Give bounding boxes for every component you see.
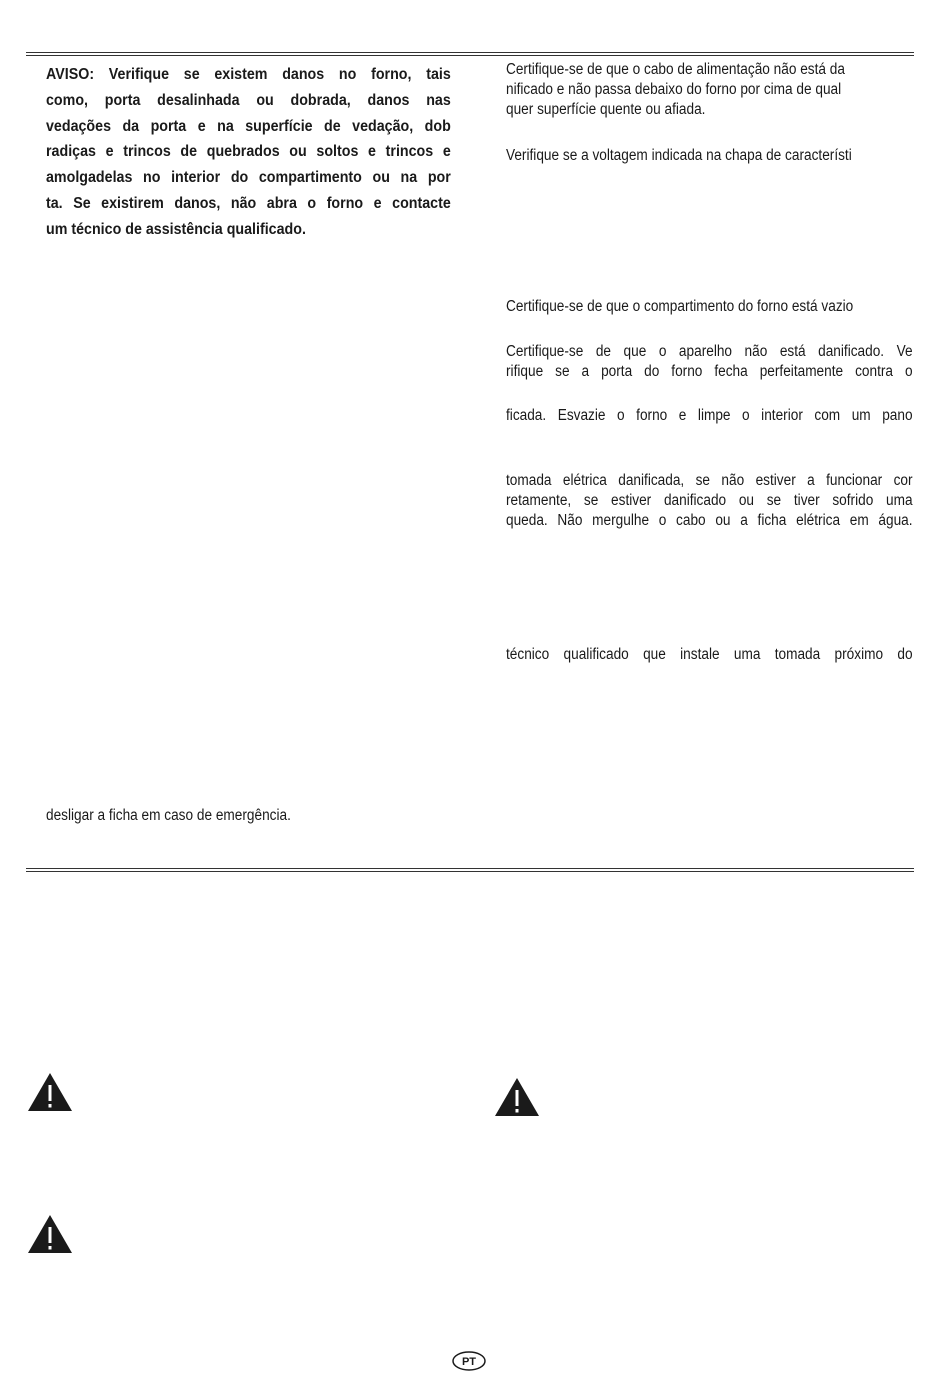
language-badge-label: PT xyxy=(461,1356,477,1368)
language-badge xyxy=(452,1351,486,1371)
warning-line: como, porta desalinhada ou dobrada, danos nas xyxy=(46,91,451,109)
text-line: Certifique-se de que o cabo de alimentação não está da xyxy=(506,61,845,78)
bottom-divider xyxy=(26,868,914,872)
warning-paragraph xyxy=(46,62,451,243)
text-line: queda. Não mergulhe o cabo ou a ficha elétrica em água. xyxy=(506,511,913,529)
text-line: Verifique se a voltagem indicada na chapa de característi xyxy=(506,147,852,164)
warning-line: vedações da porta e na superfície de vedação, dob xyxy=(46,117,451,135)
text-line: Certifique-se de que o aparelho não está danificado. Ve xyxy=(506,343,913,360)
text-line: tomada elétrica danificada, se não estiver a funcionar cor xyxy=(506,472,913,489)
text-line: ficada. Esvazie o forno e limpe o interior com um pano xyxy=(506,407,913,424)
text-line: técnico qualificado que instale uma tomada próximo do xyxy=(506,646,913,663)
warning-triangle-icon xyxy=(27,1072,73,1112)
warning-line: ta. Se existirem danos, não abra o forno e contacte xyxy=(46,194,451,212)
text-line: nificado e não passa debaixo do forno por cima de qual xyxy=(506,80,842,98)
warning-triangle-icon xyxy=(494,1077,540,1117)
power-cable-paragraph xyxy=(506,60,845,119)
text-line: Certifique-se de que o compartimento do forno está vazio xyxy=(506,298,854,315)
warning-line: AVISO: Verifique se existem danos no forno, tais xyxy=(46,66,451,83)
damaged-plug-paragraph xyxy=(506,471,913,530)
warning-line: amolgadelas no interior do compartimento ou na por xyxy=(46,169,451,187)
voltage-paragraph xyxy=(506,146,852,166)
text-line: rifique se a porta do forno fecha perfeitamente contra o xyxy=(506,362,913,380)
emergency-paragraph: desligar a ficha em caso de emergência. xyxy=(46,807,291,824)
top-divider xyxy=(26,52,914,56)
warning-line: radiças e trincos de quebrados ou soltos e trincos e xyxy=(46,143,451,161)
appliance-check-paragraph xyxy=(506,342,913,382)
text-line: retamente, se estiver danificado ou se tiver sofrido uma xyxy=(506,491,913,509)
warning-line: um técnico de assistência qualificado. xyxy=(46,220,306,238)
socket-install-paragraph xyxy=(506,645,913,665)
warning-triangle-icon xyxy=(27,1214,73,1254)
text-line: quer superfície quente ou afiada. xyxy=(506,100,706,118)
clean-oven-paragraph xyxy=(506,406,913,426)
empty-compartment-paragraph xyxy=(506,297,853,317)
